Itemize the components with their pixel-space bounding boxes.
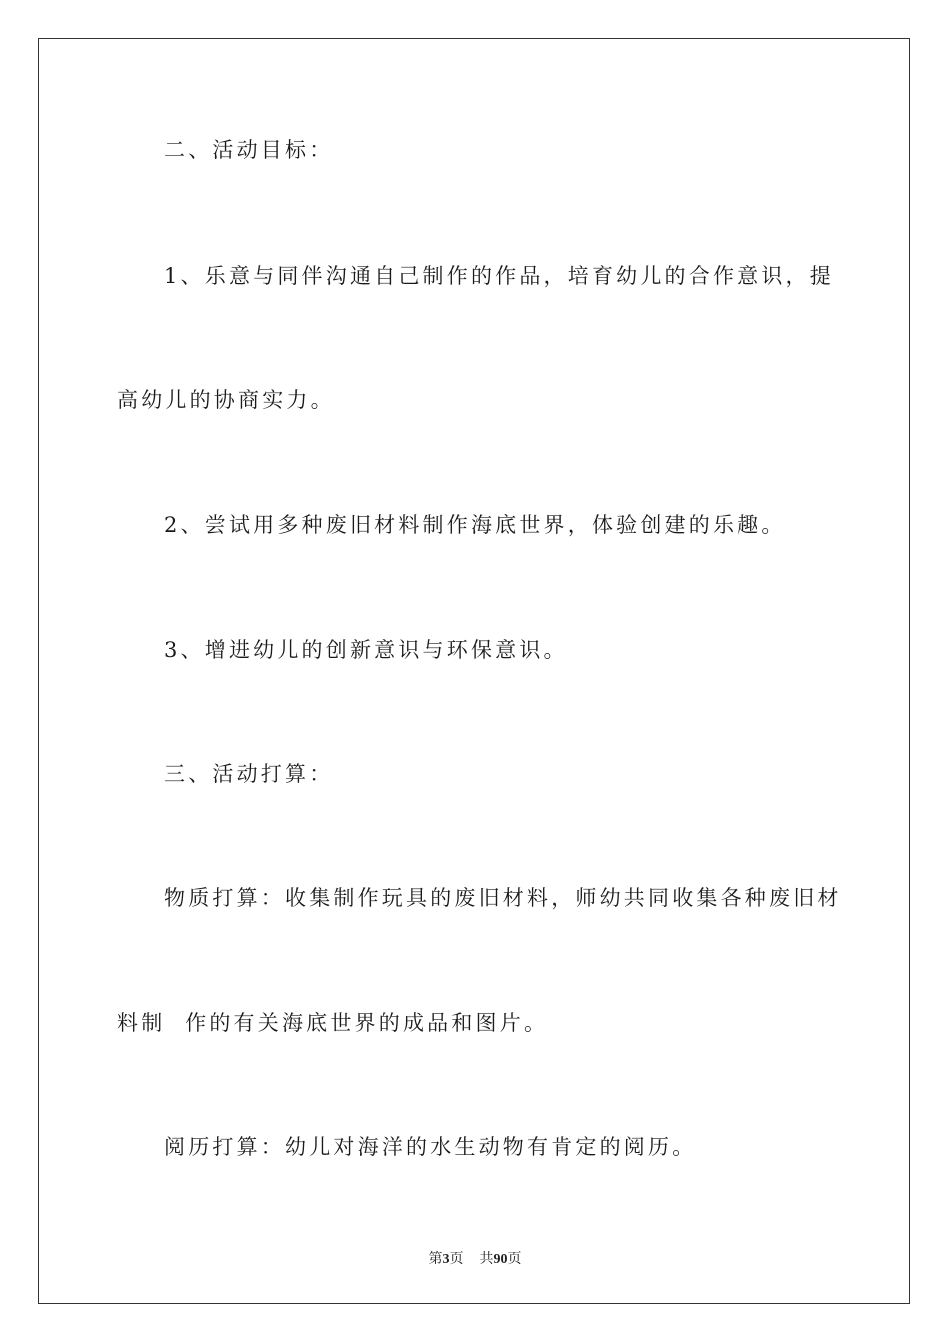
paragraph-line: 3、增进幼儿的创新意识与环保意识。 (164, 638, 568, 662)
footer-page-number: 3 (442, 1252, 450, 1267)
paragraph-line: 料制 作的有关海底世界的成品和图片。 (117, 1011, 549, 1035)
page-border (38, 38, 910, 1304)
paragraph-line: 高幼儿的协商实力。 (117, 388, 335, 412)
footer-page-suffix: 页 (449, 1252, 464, 1267)
paragraph-line: 阅历打算：幼儿对海洋的水生动物有肯定的阅历。 (164, 1135, 697, 1159)
footer-total-suffix: 页 (507, 1252, 522, 1267)
footer-page-prefix: 第 (428, 1252, 443, 1267)
section-heading-goals: 二、活动目标： (164, 138, 334, 162)
section-heading-preparation: 三、活动打算： (164, 762, 334, 786)
footer-total-pages: 90 (493, 1252, 508, 1267)
page-footer (0, 1248, 950, 1268)
paragraph-line: 物质打算：收集制作玩具的废旧材料，师幼共同收集各种废旧材 (164, 886, 842, 910)
footer-total-prefix: 共 (479, 1252, 494, 1267)
paragraph-line: 1、乐意与同伴沟通自己制作的作品，培育幼儿的合作意识，提 (164, 264, 834, 288)
paragraph-line: 2、尝试用多种废旧材料制作海底世界，体验创建的乐趣。 (164, 513, 786, 537)
